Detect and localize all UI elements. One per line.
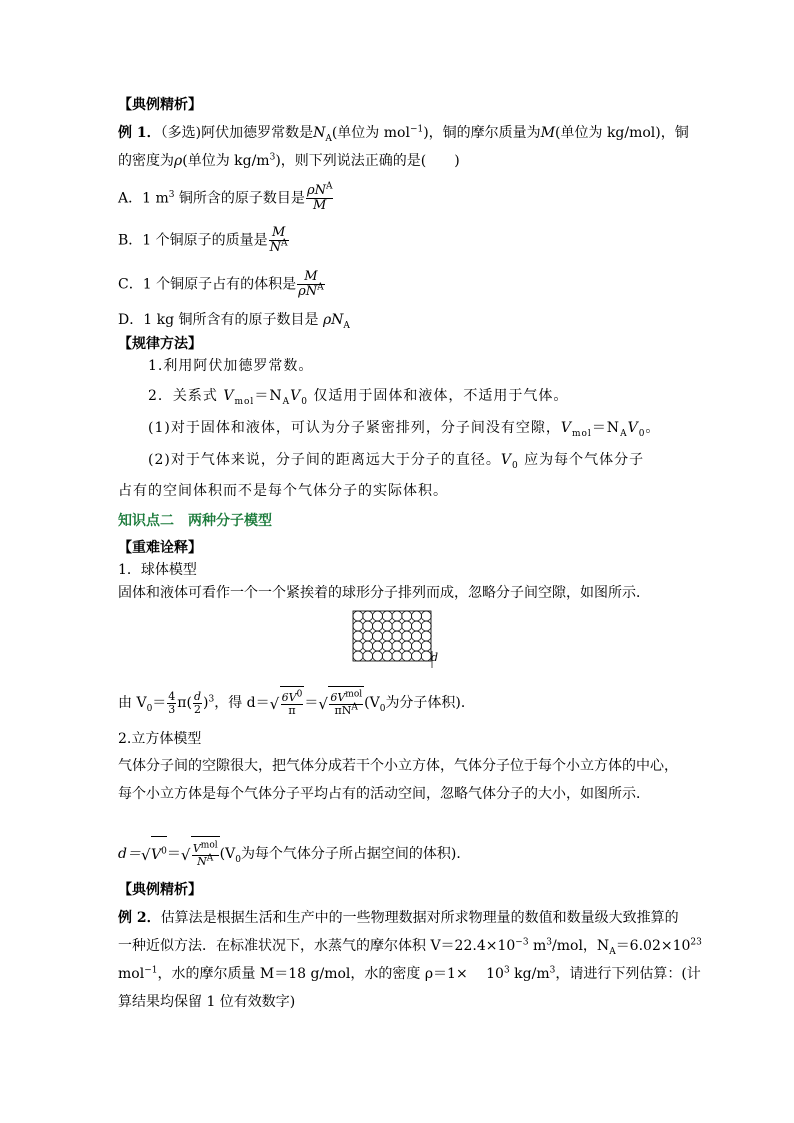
section-heading-rules: 【规律方法】: [118, 336, 202, 352]
rule-item-2: 2．关系式 $V_{mol}=N_AV_0$ 仅适用于固体和液体，不适用于气体。: [148, 388, 569, 407]
section-heading-difficult: 【重难诠释】: [118, 540, 202, 556]
option-b: B．1 个铜原子的质量是 $\frac{M}{N^A}$: [118, 225, 288, 255]
example-2-line-1: 例 2．估算法是根据生活和生产中的一些物理数据对所求物理量的数值和数量级大致推算的: [118, 910, 679, 926]
example-2-label: 例 2．: [118, 910, 161, 926]
molecule-sphere: [412, 621, 422, 631]
molecule-sphere: [373, 651, 383, 661]
cube-model-text-1: 气体分子间的空隙很大，把气体分成若干个小立方体，气体分子位于每个小立方体的中心，: [118, 758, 678, 774]
example-2-line-4: 算结果均保留 1 位有效数字): [118, 994, 296, 1010]
rule-item-4: (2)对于气体来说，分子间的距离远大于分子的直径。$V_0$ 应为每个气体分子: [148, 452, 645, 471]
example-2-line-2: 一种近似方法．在标准状况下，水蒸气的摩尔体积 $V=22.4\times 10^{-3}$ $m^3$/mol，$N_A=6.02\times 10^{23}$: [118, 937, 702, 957]
molecule-sphere: [421, 611, 431, 621]
section-heading-examples-1: 【典例精析】: [118, 97, 202, 113]
sphere-model-title: 1．球体模型: [118, 562, 197, 578]
rule-item-3: (1)对于固体和液体，可认为分子紧密排列，分子间没有空隙，$V_{mol}=N_AV_0$。: [148, 420, 661, 439]
option-a-fraction: $\frac{\rho N^A}{M}$: [306, 181, 333, 213]
molecule-sphere: [382, 631, 392, 641]
molecule-sphere: [421, 651, 431, 661]
option-b-fraction: $\frac{M}{N^A}$: [269, 225, 288, 255]
molecule-sphere: [402, 631, 412, 641]
molecule-sphere: [392, 631, 402, 641]
molecule-sphere: [382, 651, 392, 661]
cbrt-2: √ $\frac{V^{mol}}{N^A}$: [181, 836, 220, 872]
rule-item-1: 1.利用阿伏加德罗常数。: [148, 358, 314, 374]
example-1-line-1: 例 1．（多选)阿伏加德罗常数是$N_A$(单位为 mol$^{-1}$)，铜的摩尔质量为M(单位为 kg/mol)，铜: [118, 124, 689, 144]
cube-model-title: 2.立方体模型: [118, 731, 202, 747]
molecule-sphere: [353, 621, 363, 631]
molecule-sphere: [363, 651, 373, 661]
molecule-sphere: [392, 641, 402, 651]
molecule-sphere: [373, 611, 383, 621]
molecule-sphere: [421, 641, 431, 651]
knowledge-point-title: 知识点二 两种分子模型: [118, 513, 272, 529]
molecule-sphere: [412, 641, 422, 651]
option-a: A．1 $m^3$ 铜所含的原子数目是 $\frac{\rho N^A}{M}$: [118, 181, 333, 213]
molecule-sphere: [402, 651, 412, 661]
sqrt-2: √ $\frac{6V^{mol}}{\pi N^A}$: [318, 686, 364, 720]
molecule-sphere: [373, 621, 383, 631]
cbrt-1: √ $V^0$: [141, 836, 167, 872]
molecule-sphere: [402, 621, 412, 631]
molecule-sphere: [353, 611, 363, 621]
molecule-sphere: [382, 641, 392, 651]
section-heading-examples-2: 【典例精析】: [118, 882, 202, 898]
molecule-sphere: [392, 621, 402, 631]
molecule-sphere: [402, 611, 412, 621]
molecule-sphere: [412, 631, 422, 641]
molecule-sphere: [392, 611, 402, 621]
sphere-model-text: 固体和液体可看作一个一个紧挨着的球形分子排列而成，忽略分子间空隙，如图所示．: [118, 585, 650, 601]
molecule-sphere: [382, 621, 392, 631]
molecule-sphere: [402, 641, 412, 651]
cube-model-text-2: 每个小立方体是每个气体分子平均占有的活动空间，忽略气体分子的大小，如图所示．: [118, 786, 650, 802]
example-2-line-3: mol$^{-1}$，水的摩尔质量 M＝18 g/mol，水的密度 ρ＝1× $10^3$ $kg/m^3$，请进行下列估算：(计: [118, 965, 701, 982]
molecule-sphere: [363, 641, 373, 651]
sqrt-1: √ $\frac{6V^0}{\pi}$: [270, 686, 305, 720]
molecule-sphere: [353, 641, 363, 651]
molecule-sphere: [373, 641, 383, 651]
molecule-sphere: [412, 651, 422, 661]
molecule-sphere: [353, 631, 363, 641]
molecule-sphere: [421, 631, 431, 641]
option-d: D．1 kg 铜所含有的原子数目是 $\rho N_A$: [118, 312, 350, 331]
diameter-label: d: [431, 651, 439, 664]
molecule-sphere: [412, 611, 422, 621]
option-c-fraction: $\frac{M}{\rho N^A}$: [298, 269, 324, 299]
molecule-sphere: [363, 621, 373, 631]
cube-formula: d＝√ $V^0=$ √ $\frac{V^{mol}}{N^A}$ ($V_0$为每个气体分子所占据空间的体积)．: [118, 836, 470, 870]
option-c: C．1 个铜原子占有的体积是 $\frac{M}{\rho N^A}$: [118, 269, 324, 299]
molecule-sphere: [363, 631, 373, 641]
sphere-formula: 由 $V_0=$ $\frac{4}{3}$ π( $\frac{d}{2}$ )$^3$，得 d＝ √ $\frac{6V^0}{\pi}$ ＝ √ $\frac{6V^{mol}}{\pi N^A}$ ($V_0$为分子体积)．: [118, 686, 475, 718]
rule-item-4-cont: 占有的空间体积而不是每个气体分子的实际体积。: [118, 483, 448, 499]
molecule-sphere: [373, 631, 383, 641]
molecule-sphere: [353, 651, 363, 661]
molecule-sphere: [421, 621, 431, 631]
example-1-line-2: 的密度为ρ(单位为 $kg/m^3$)，则下列说法正确的是( ): [118, 152, 460, 169]
example-1-label: 例 1．: [118, 125, 161, 141]
molecule-sphere: [363, 611, 373, 621]
molecule-sphere: [382, 611, 392, 621]
molecule-sphere: [392, 651, 402, 661]
